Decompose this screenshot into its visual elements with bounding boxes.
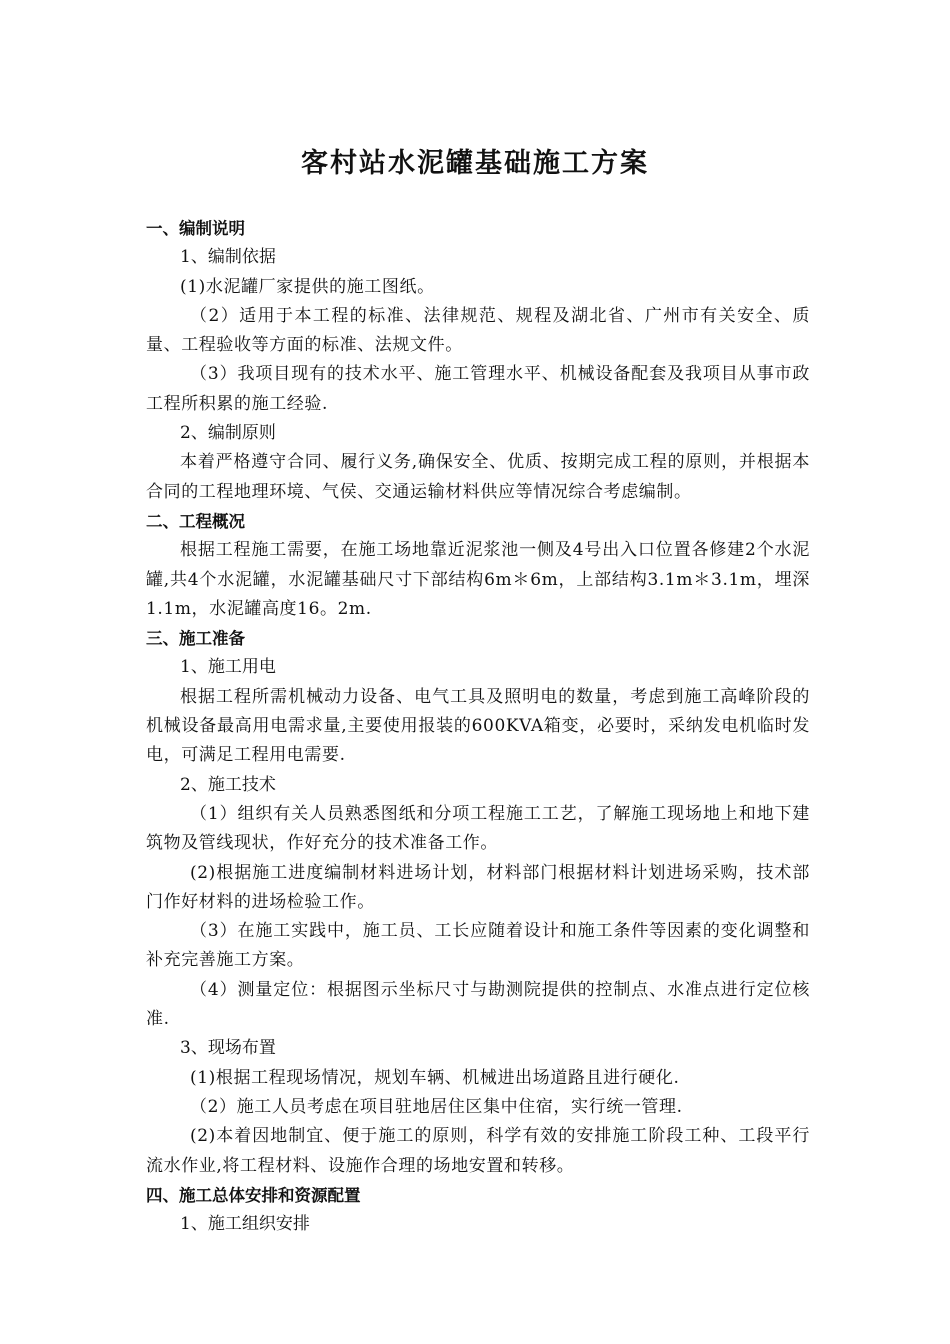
subheading-power: 1、施工用电 [180,657,276,678]
paragraph: 根据工程所需机械动力设备、电气工具及照明电的数量，考虑到施工高峰阶段的机械设备最高用电需求量,主要使用报装的600KVA箱变，必要时，采纳发电机临时发电，可满足工程用电需要. [146,686,810,766]
paragraph: 根据工程施工需要，在施工场地靠近泥浆池一侧及4号出入口位置各修建2个水泥罐,共4个水泥罐，水泥罐基础尺寸下部结构6m＊6m，上部结构3.1m＊3.1m，埋深1.1m，水泥罐高度16。2m. [146,540,810,619]
paragraph: （2）施工人员考虑在项目驻地居住区集中住宿，实行统一管理. [190,1096,683,1117]
subheading-site-layout: 3、现场布置 [180,1038,276,1059]
section-heading-1: 一、编制说明 [146,219,245,238]
paragraph: （1）组织有关人员熟悉图纸和分项工程施工工艺，了解施工现场地上和地下建筑物及管线现状，作好充分的技术准备工作。 [146,803,810,854]
section-heading-4: 四、施工总体安排和资源配置 [146,1185,361,1205]
paragraph: (2)根据施工进度编制材料进场计划，材料部门根据材料计划进场采购，技术部门作好材料的进场检验工作。 [146,862,810,912]
paragraph: （3）我项目现有的技术水平、施工管理水平、机械设备配套及我项目从事市政工程所积累的施工经验. [146,364,810,414]
section-heading-3: 三、施工准备 [146,629,245,649]
subheading-basis: 1、编制依据 [180,247,276,268]
paragraph: （4）测量定位：根据图示坐标尺寸与勘测院提供的控制点、水准点进行定位核准. [146,979,810,1030]
subheading-organization: 1、施工组织安排 [180,1214,310,1235]
subheading-principles: 2、编制原则 [180,423,276,444]
section-heading-2: 二、工程概况 [146,511,245,531]
document-body [146,214,810,1239]
paragraph: （3）在施工实践中，施工员、工长应随着设计和施工条件等因素的变化调整和补充完善施工方案。 [146,921,810,971]
paragraph: （2）适用于本工程的标准、法律规范、规程及湖北省、广州市有关安全、质量、工程验收等方面的标准、法规文件。 [146,305,810,356]
subheading-technique: 2、施工技术 [180,774,276,795]
paragraph: (2)本着因地制宜、便于施工的原则，科学有效的安排施工阶段工种、工段平行流水作业,将工程材料、设施作合理的场地安置和转移。 [146,1126,810,1176]
document-title: 客村站水泥罐基础施工方案 [301,148,649,179]
paragraph: (1)水泥罐厂家提供的施工图纸。 [180,276,435,297]
paragraph: (1)根据工程现场情况，规划车辆、机械进出场道路且进行硬化. [190,1067,680,1088]
paragraph: 本着严格遵守合同、履行义务,确保安全、优质、按期完成工程的原则，并根据本合同的工程地理环境、气侯、交通运输材料供应等情况综合考虑编制。 [146,452,810,502]
